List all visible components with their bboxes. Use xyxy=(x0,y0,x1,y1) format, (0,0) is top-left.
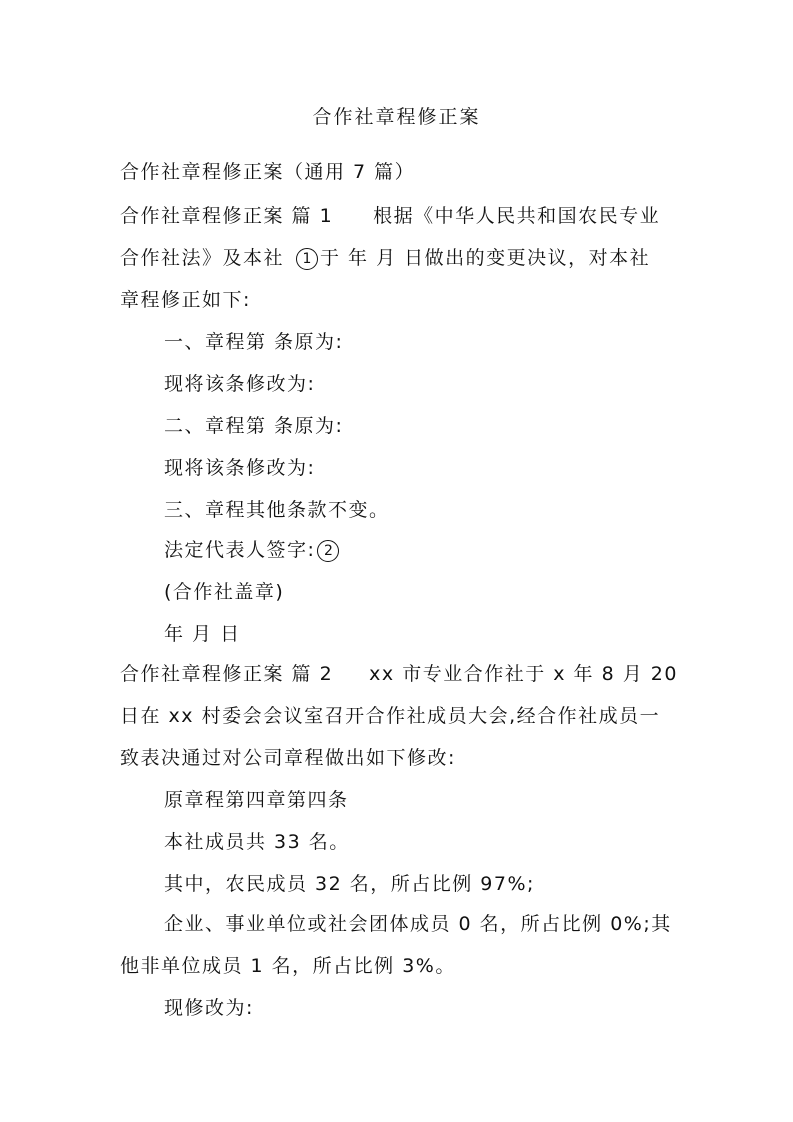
article2-members-total: 本社成员共 33 名。 xyxy=(164,831,350,853)
article1-item1: 一、章程第 条原为: xyxy=(164,331,344,353)
article1-line1-text: 根据《中华人民共和国农民专业 xyxy=(373,205,661,227)
article1-item3: 三、章程其他条款不变。 xyxy=(164,499,390,521)
article1-heading: 合作社章程修正案 篇 1 xyxy=(120,205,334,227)
article2-amended: 现修改为: xyxy=(164,997,254,1019)
article2-original-clause: 原章程第四章第四条 xyxy=(164,789,349,811)
article2-members-orgs: 企业、事业单位或社会团体成员 0 名，所占比例 0%;其 xyxy=(164,913,672,935)
article1-signature-line xyxy=(164,537,341,563)
article2-first-line xyxy=(120,661,678,687)
article1-line2-text-b: 于 年 月 日做出的变更决议，对本社 xyxy=(320,247,651,269)
document-title: 合作社章程修正案 xyxy=(312,106,481,128)
article2-members-other: 他非单位成员 1 名，所占比例 3%。 xyxy=(120,955,456,977)
article2-members-farmers: 其中，农民成员 32 名，所占比例 97%; xyxy=(164,873,535,895)
article2-heading: 合作社章程修正案 篇 2 xyxy=(120,663,334,685)
footnote-marker-1: 1 xyxy=(296,248,318,270)
footnote-marker-2: 2 xyxy=(317,540,339,562)
signature-label: 法定代表人签字: xyxy=(164,539,316,561)
article1-second-line xyxy=(120,245,650,271)
article2-line1-text: xx 市专业合作社于 x 年 8 月 20 xyxy=(369,663,678,685)
article1-item2-change: 现将该条修改为: xyxy=(164,457,316,479)
article1-seal: (合作社盖章) xyxy=(164,581,285,603)
article1-item1-change: 现将该条修改为: xyxy=(164,373,316,395)
document-subtitle: 合作社章程修正案（通用 7 篇） xyxy=(120,161,416,183)
article1-line3: 章程修正如下: xyxy=(120,289,251,311)
article1-item2: 二、章程第 条原为: xyxy=(164,415,344,437)
article1-date: 年 月 日 xyxy=(164,623,241,645)
article1-line2-text-a: 合作社法》及本社 xyxy=(120,247,285,269)
article2-line3: 致表决通过对公司章程做出如下修改: xyxy=(120,747,456,769)
article1-first-line xyxy=(120,203,660,229)
article2-line2: 日在 xx 村委会会议室召开合作社成员大会,经合作社成员一 xyxy=(120,705,661,727)
